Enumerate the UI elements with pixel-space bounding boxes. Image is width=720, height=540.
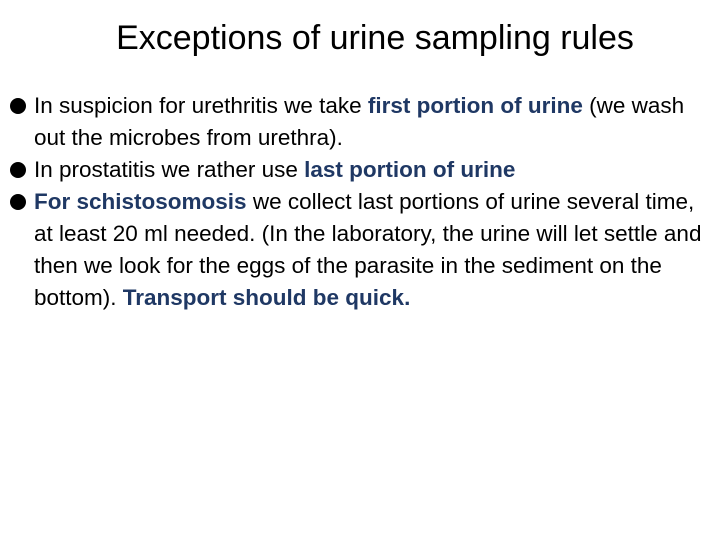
bullet-highlight: last portion of urine <box>304 157 516 182</box>
slide-title: Exceptions of urine sampling rules <box>116 19 634 57</box>
bullet-highlight: first portion of urine <box>367 93 583 118</box>
bullet-dot-icon <box>10 162 26 178</box>
bullet-item <box>8 90 708 154</box>
bullet-dot-icon <box>10 98 26 114</box>
bullet-item <box>8 154 708 186</box>
bullet-segment: (we wash out the microbes from urethra). <box>34 93 685 150</box>
bullet-highlight: Transport should be quick. <box>122 285 411 310</box>
bullet-list <box>8 90 708 314</box>
bullet-dot-icon <box>10 194 26 210</box>
bullet-text <box>34 157 515 182</box>
bullet-segment: In prostatitis we rather use <box>34 157 305 182</box>
bullet-item <box>8 186 708 314</box>
bullet-highlight: For schistosomosis <box>34 189 247 214</box>
bullet-text <box>34 93 684 150</box>
bullet-segment: In suspicion for urethritis we take <box>34 93 368 118</box>
bullet-segment: we collect last portions of urine several time, at least 20 ml needed. (In the laboratory, the urine will let settle and then we look for the eggs of the parasite in the sediment on the bottom). <box>34 189 702 310</box>
bullet-text <box>34 189 701 310</box>
